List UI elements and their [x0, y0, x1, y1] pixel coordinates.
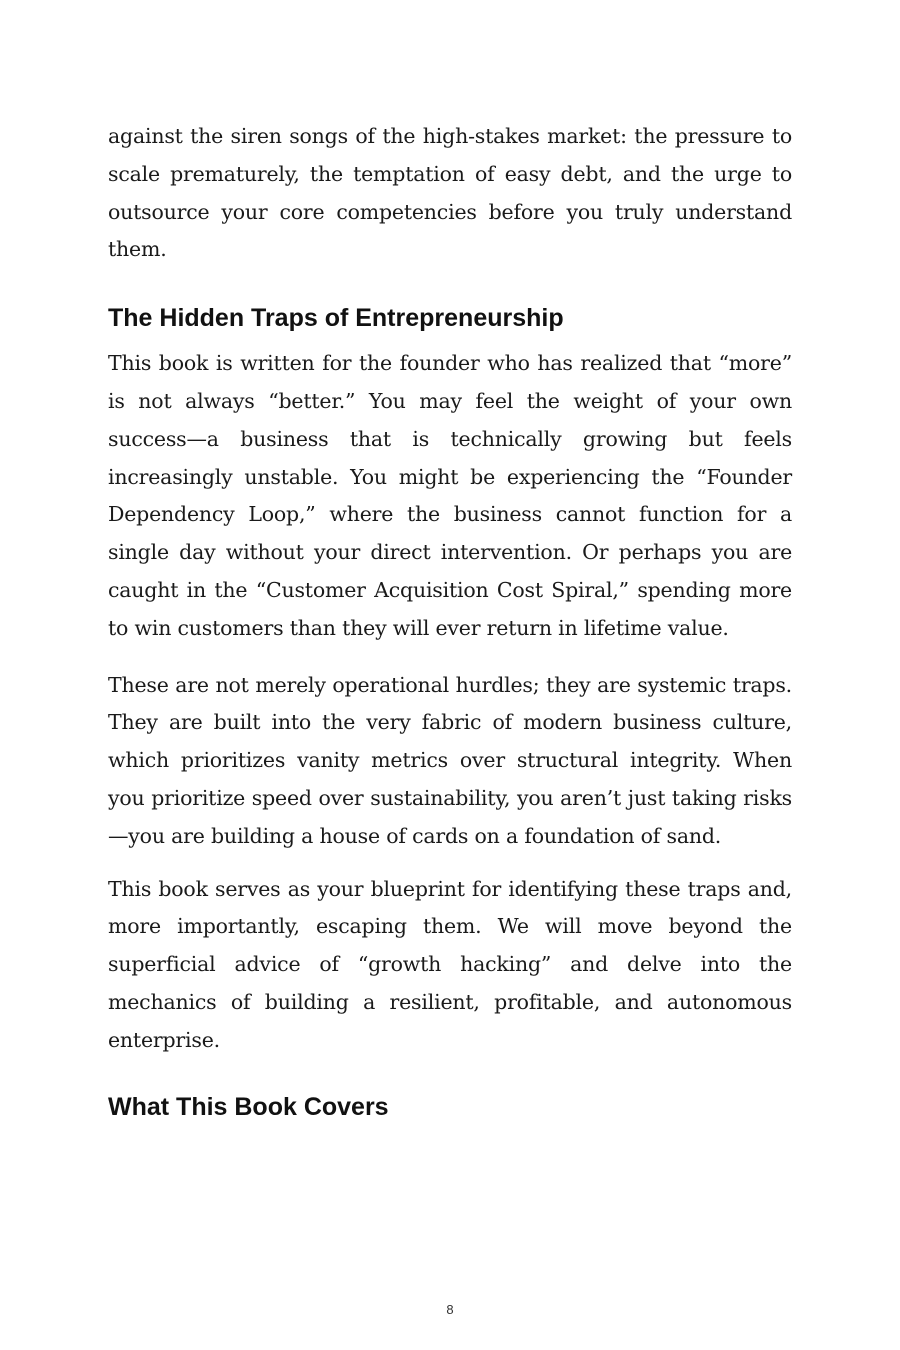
paragraph-blueprint: This book serves as your blueprint for identifying these traps and, more importantly, escaping them. We will move beyond the superficial advice of “growth hacking” and delve into the mechanics of building a resilient, profitable, and autonomous enterprise.: [108, 876, 792, 1052]
heading-what-this-book-covers: What This Book Covers: [108, 1092, 389, 1121]
paragraph-continuation: against the siren songs of the high-stakes market: the pressure to scale prematurely, the temptation of easy debt, and the urge to outsource your core competencies before you truly understand them.: [108, 124, 792, 262]
heading-hidden-traps: The Hidden Traps of Entrepreneurship: [108, 304, 564, 333]
paragraph-systemic-traps: These are not merely operational hurdles; they are systemic traps. They are built into the very fabric of modern business culture, which prioritizes vanity metrics over structural integrity. When you prioritize speed over sustainability, you aren’t just taking risks—you are building a house of cards on a foundation of sand.: [108, 672, 792, 848]
page-number: 8: [446, 1302, 454, 1317]
paragraph-founder: This book is written for the founder who has realized that “more” is not always “better.” You may feel the weight of your own success—a business that is technically growing but feels increasingly unstable. You might be experiencing the “Founder Dependency Loop,” where the business cannot function for a single day without your direct intervention. Or perhaps you are caught in the “Customer Acquisition Cost Spiral,” spending more to win customers than they will ever return in lifetime value.: [108, 351, 792, 640]
page-content: [108, 118, 792, 1134]
